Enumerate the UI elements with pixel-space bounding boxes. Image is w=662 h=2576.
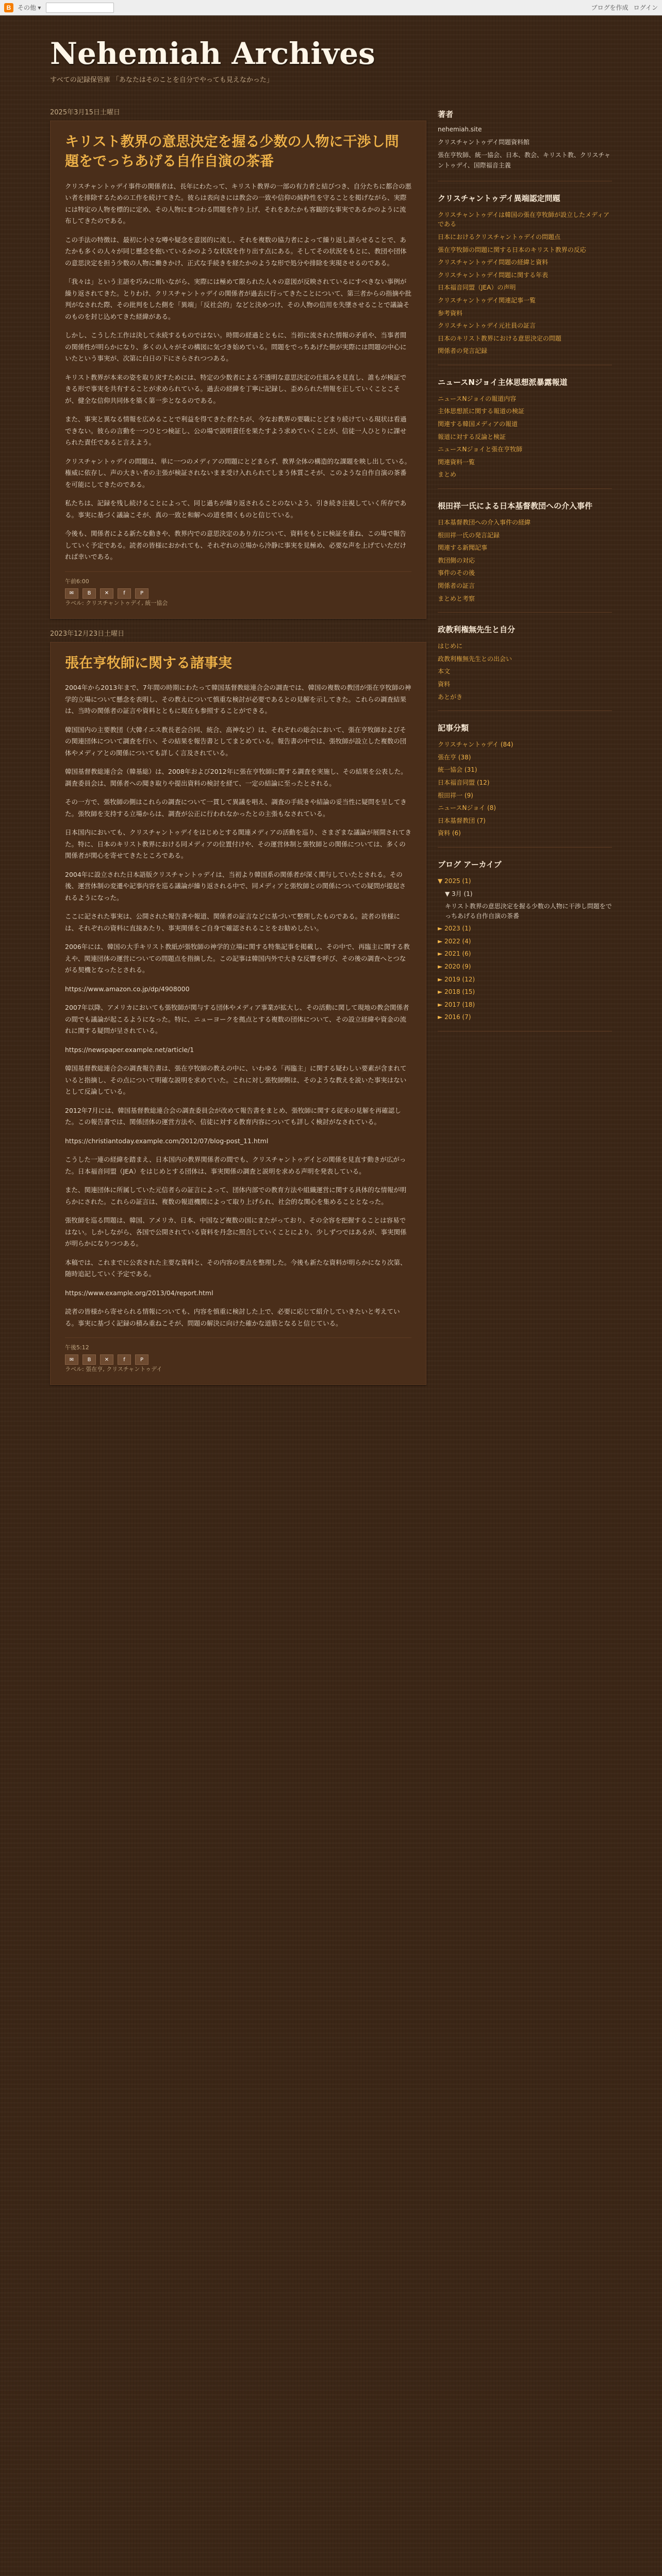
widget-link[interactable]: 関係者の発言記録 — [438, 347, 488, 355]
blogger-logo-icon[interactable]: B — [4, 3, 13, 12]
post-paragraph: しかし、こうした工作は決して永続するものではない。時間の経過とともに、当初に流された情報の矛盾や、当事者間の関係性が明らかになり、多くの人々がその構図に気づき始めている。問題をでっちあげた側が実際には問題の中心にいたという事実が、次第に白日の下にさらされつつある。 — [65, 331, 407, 363]
widget-link[interactable]: 報道に対する反論と検証 — [438, 433, 506, 440]
email-share-icon[interactable]: ✉ — [65, 1354, 78, 1365]
widget-link[interactable]: クリスチャントゥデイは韓国の張在亨牧師が設立したメディアである — [438, 211, 610, 228]
post-link[interactable]: https://www.amazon.co.jp/dp/4908000 — [65, 985, 190, 993]
archive-item[interactable]: ► 2019 (12) — [438, 975, 475, 983]
post-link[interactable]: https://www.example.org/2013/04/report.html — [65, 1289, 213, 1297]
widget-title: ニュースNジョイ主体思想派暴露報道 — [438, 377, 568, 387]
post-paragraph: 2012年7月には、韓国基督教総連合会の調査委員会が改めて報告書をまとめ、張牧師に関する従来の見解を再確認した。この報告書では、関係団体の運営方法や、信徒に対する教育内容についても詳しく検討がなされている。 — [65, 1106, 401, 1126]
widget-link-list — [438, 516, 612, 605]
widget-link[interactable]: クリスチャントゥデイ元社員の証言 — [438, 322, 536, 330]
widget-link[interactable]: 本文 — [438, 668, 451, 675]
archive-item[interactable]: キリスト教界の意思決定を握る少数の人物に干渉し問題をでっちあげる自作自演の茶番 — [445, 903, 612, 920]
widget-link[interactable]: 政教利権無先生との出会い — [438, 655, 512, 663]
share-buttons — [65, 1354, 411, 1365]
post-paragraph: この手法の特徴は、最初に小さな噂や疑念を意図的に流し、それを複数の協力者によって繰り返し語らせることで、あたかも多くの人々が同じ懸念を抱いているかのような状況を作り出す点にある。そしてその状況をもとに、教団や団体の意思決定を担う少数の人物に働きかけ、正式な手続きを経たかのような形で処分や排除を実現させるのである。 — [65, 235, 407, 267]
post-body — [65, 181, 411, 563]
widget-link-list — [438, 209, 612, 358]
post-date: 2025年3月15日土曜日 — [50, 109, 120, 116]
post-paragraph: クリスチャントゥデイの問題は、単に一つのメディアの問題にとどまらず、教界全体の構造的な課題を映し出している。権威に依存し、声の大きい者の主張が検証されないまま受け入れられてしまう体質こそが、このような自作自演の茶番を可能にしてきたのである。 — [65, 457, 411, 488]
post-link[interactable]: https://newspaper.example.net/article/1 — [65, 1045, 194, 1054]
login-link[interactable]: ログイン — [633, 4, 658, 11]
post-link[interactable]: https://christiantoday.example.com/2012/07/blog-post_11.html — [65, 1137, 269, 1145]
archive-item[interactable]: ► 2022 (4) — [438, 937, 471, 945]
widget-link[interactable]: 関係者の証言 — [438, 582, 475, 589]
sidebar — [438, 97, 612, 1385]
sidebar-widget — [438, 109, 612, 181]
widget-link[interactable]: はじめに — [438, 642, 463, 650]
widget-link[interactable]: 資料 (6) — [438, 829, 461, 837]
post-paragraph: 私たちは、記録を残し続けることによって、同じ過ちが繰り返されることのないよう、引き続き注視していく所存である。事実に基づく議論こそが、真の一致と和解への道を開くものと信じている。 — [65, 499, 407, 519]
widget-link[interactable]: ニュースNジョイの報道内容 — [438, 395, 517, 402]
widget-title: ブログ アーカイブ — [438, 859, 502, 869]
widget-link[interactable]: 教団側の対応 — [438, 556, 475, 564]
create-blog-link[interactable]: ブログを作成 — [591, 4, 628, 11]
widget-title: 著者 — [438, 110, 454, 119]
share-buttons — [65, 588, 411, 599]
post-timestamp[interactable]: 午後5:12 — [65, 1344, 89, 1351]
widget-link[interactable]: 参考資料 — [438, 309, 463, 317]
post-paragraph: 2004年に設立された日本語版クリスチャントゥデイは、当初より韓国系の関係者が深く関与していたとされる。その後、運営体制の変遷や記事内容を巡る議論が繰り返される中で、同メディアと張牧師との関係についての疑問が提起されるようになった。 — [65, 870, 406, 902]
widget-link[interactable]: 根田祥一 (9) — [438, 791, 473, 799]
post-paragraph: 2004年から2013年まで、7年間の時期にわたって韓国基督教総連合会の調査では、韓国の複数の教団が張在亨牧師の神学的立場について懸念を表明し、その教えについて慎重な検討が必要であるとの見解を示してきた。これらの調査結果は、当時の関係者の証言や資料とともに現在も参照することができる。 — [65, 684, 411, 715]
post-paragraph: 張牧師を巡る問題は、韓国、アメリカ、日本、中国など複数の国にまたがっており、その全容を把握することは容易ではない。しかしながら、各国で公開されている資料を丹念に照合していくことにより、少しずつではあるが、事実関係が明らかになりつつある。 — [65, 1216, 407, 1248]
post-title[interactable]: キリスト教界の意思決定を握る少数の人物に干渉し問題をでっちあげる自作自演の茶番 — [65, 134, 399, 170]
x-share-icon[interactable]: ✕ — [100, 1354, 113, 1365]
widget-link[interactable]: 統一協会 (31) — [438, 766, 477, 774]
widget-link[interactable]: 関連する韓国メディアの報道 — [438, 420, 518, 428]
post-footer — [65, 1337, 411, 1373]
post-labels[interactable]: ラベル: 張在亨, クリスチャントゥデイ — [65, 1366, 162, 1373]
widget-link[interactable]: 日本基督教団 (7) — [438, 817, 486, 824]
post-paragraph: また、関連団体に所属していた元信者らの証言によって、団体内部での教育方法や組織運営に関する具体的な情報が明らかにされた。これらの証言は、複数の報道機関によって取り上げられ、社会的な関心を集めることとなった。 — [65, 1186, 407, 1206]
post-paragraph: 読者の皆様から寄せられる情報についても、内容を慎重に検討した上で、必要に応じて紹介していきたいと考えている。事実に基づく記録の積み重ねこそが、問題の解決に向けた確かな道筋となると信じている。 — [65, 1308, 400, 1327]
archive-item[interactable]: ► 2023 (1) — [438, 925, 471, 933]
navbar-more-menu[interactable]: その他 ▾ — [18, 4, 41, 11]
post-paragraph: 日本国内においても、クリスチャントゥデイをはじめとする関連メディアの活動を巡り、さまざまな議論が展開されてきた。特に、日本のキリスト教界における同メディアの位置付けや、その運営体制と張牧師との関係については、多くの関係者が関心を寄せてきたところである。 — [65, 828, 411, 860]
archive-item[interactable]: ► 2021 (6) — [438, 950, 471, 958]
widget-link[interactable]: 日本基督教団への介入事件の経緯 — [438, 519, 531, 527]
navbar-search-input[interactable] — [46, 3, 114, 13]
widget-title: 記事分類 — [438, 723, 469, 733]
widget-link[interactable]: まとめと考察 — [438, 595, 475, 602]
sidebar-widget — [438, 193, 612, 365]
widget-text[interactable]: nehemiah.site — [438, 126, 482, 133]
sidebar-widget — [438, 624, 612, 711]
archive-list — [438, 875, 612, 1024]
pinterest-share-icon[interactable]: P — [135, 1354, 148, 1365]
post-paragraph: また、事実と異なる情報を広めることで利益を得てきた者たちが、今なお教界の要職にとどまり続けている現状は看過できない。彼らの言動を一つひとつ検証し、公の場で説明責任を果たすよう求めていくことが、信徒一人ひとりに課せられた責任であると言えよう。 — [65, 415, 407, 447]
content-wrapper — [50, 97, 612, 1385]
facebook-share-icon[interactable]: f — [118, 1354, 131, 1365]
widget-link[interactable]: 関連する新聞記事 — [438, 544, 488, 552]
widget-link-list — [438, 738, 612, 840]
post-labels[interactable]: ラベル: クリスチャントゥデイ, 統一協会 — [65, 599, 168, 606]
blog-title[interactable]: Nehemiah Archives — [50, 36, 375, 71]
sidebar-widget — [438, 859, 612, 1031]
post-date: 2023年12月23日土曜日 — [50, 630, 125, 638]
blog-post — [50, 121, 426, 619]
archive-item[interactable]: ► 2017 (18) — [438, 1001, 475, 1008]
widget-link[interactable]: ニュースNジョイ (8) — [438, 804, 496, 812]
post-paragraph: 2006年には、韓国の大手キリスト教紙が張牧師の神学的立場に関する特集記事を掲載し、その中で、再臨主に関する教えや、関連団体の運営についての問題点を指摘した。この記事は韓国内外で大きな反響を呼び、その後の調査へとつながる契機となったとされる。 — [65, 943, 410, 974]
post-paragraph: 本稿では、これまでに公表された主要な資料と、その内容の要点を整理した。今後も新たな資料が明らかになり次第、随時追記していく予定である。 — [65, 1258, 407, 1278]
blog-header — [50, 15, 612, 97]
widget-link[interactable]: 関連資料一覧 — [438, 458, 475, 466]
post-paragraph: ここに記された事実は、公開された報告書や報道、関係者の証言などに基づいて整理したものである。読者の皆様には、それぞれの資料に直接あたり、事実関係をご自身で確認されることをお勧めしたい。 — [65, 912, 401, 932]
widget-link[interactable]: 根田祥一氏の発言記録 — [438, 531, 500, 539]
widget-link[interactable]: クリスチャントゥデイ問題の経緯と資料 — [438, 259, 549, 266]
widget-link[interactable]: 日本福音同盟（JEA）の声明 — [438, 284, 516, 292]
widget-link[interactable]: クリスチャントゥデイ関連記事一覧 — [438, 296, 536, 304]
widget-link[interactable]: ニュースNジョイと張在亨牧師 — [438, 446, 523, 453]
sidebar-widget — [438, 377, 612, 489]
widget-link[interactable]: クリスチャントゥデイ (84) — [438, 741, 514, 749]
post-paragraph: 「我々は」という主語を巧みに用いながら、実際には極めて限られた人々の意図が反映されているにすべきない事例が繰り返されてきた。とりわけ、クリスチャントゥデイの関係者が過去に行ってきたことについて、第三者からの指摘や批判がなされた際、その批判をした側を「異端」「反社会的」などと決めつけ、その人物の信用を失墜させることで議論そのものを封じ込めてきた経緯がある。 — [65, 278, 411, 320]
blog-post — [50, 642, 426, 1385]
widget-link[interactable]: あとがき — [438, 693, 463, 701]
post-paragraph: こうした一連の経緯を踏まえ、日本国内の教界関係者の間でも、クリスチャントゥデイとの関係を見直す動きが広がった。日本福音同盟（JEA）をはじめとする団体は、事実関係の調査と説明を求める声明を発表している。 — [65, 1156, 406, 1175]
archive-item[interactable]: ► 2018 (15) — [438, 988, 475, 996]
widget-title: クリスチャントゥデイ異端認定問題 — [438, 193, 560, 203]
widget-title: 政教利権無先生と自分 — [438, 625, 516, 635]
post-paragraph: 韓国基督教総連合会（韓基総）は、2008年および2012年に張在亨牧師に関する調査を実施し、その結果を公表した。調査委員会は、関係者への聞き取りや提出資料の検討を経て、一定の結論に至ったとされる。 — [65, 768, 407, 787]
post-paragraph: キリスト教界が本来の姿を取り戻すためには、特定の少数者による不透明な意思決定の仕組みを見直し、誰もが検証できる形で事実を共有することが求められている。過去の経緯を丁寧に記録し、歪められた情報を正していくことこそが、健全な信仰共同体を築く第一歩となるのである。 — [65, 373, 407, 404]
widget-link[interactable]: 資料 — [438, 680, 451, 688]
post-paragraph: 2007年以降、アメリカにおいても張牧師が関与する団体やメディア事業が拡大し、その活動に関して現地の教会関係者の間でも議論が起こるようになった。特に、ニューヨークを拠点とする複数の団体について、その設立経緯や資金の流れに関する疑問が呈されている。 — [65, 1004, 409, 1035]
sidebar-widget — [438, 500, 612, 613]
archive-item[interactable]: ▼ 2025 (1) — [438, 877, 471, 885]
archive-item[interactable]: ► 2016 (7) — [438, 1013, 471, 1021]
post-body — [65, 682, 411, 1329]
blog-share-icon[interactable]: B — [82, 1354, 96, 1365]
main-column — [50, 97, 426, 1385]
post-paragraph: 韓国基督教総連合会の調査報告書は、張在亨牧師の教えの中に、いわゆる「再臨主」に関する疑わしい要素が含まれていると指摘し、その点について明確な説明を求めていた。これに対し張牧師側は、そのような教えを説いた事実はないとして反論している。 — [65, 1064, 407, 1096]
widget-text: クリスチャントゥデイ問題資料館 — [438, 139, 530, 146]
navbar-right-links — [591, 3, 658, 12]
widget-link[interactable]: 日本福音同盟 (12) — [438, 778, 490, 786]
widget-link[interactable]: 主体思想派に関する報道の検証 — [438, 408, 525, 415]
email-share-icon[interactable]: ✉ — [65, 588, 78, 599]
sidebar-widget — [438, 722, 612, 848]
widget-text: 張在亨牧師、統一協会、日本、教会、キリスト教、クリスチャントゥデイ、国際福音主義 — [438, 151, 610, 169]
blog-share-icon[interactable]: B — [82, 588, 96, 599]
post-title[interactable]: 張在亨牧師に関する諸事実 — [65, 655, 232, 671]
widget-link-list — [438, 393, 612, 481]
pinterest-share-icon[interactable]: P — [135, 588, 148, 599]
archive-item[interactable]: ▼ 3月 (1) — [445, 890, 473, 897]
widget-link[interactable]: 張在亨 (38) — [438, 753, 471, 761]
post-paragraph: その一方で、張牧師の側はこれらの調査について一貫して異議を唱え、調査の手続きや結論の妥当性に疑問を呈してきた。張牧師を支持する立場からは、調査が公正に行われなかったとの主張もなされている。 — [65, 798, 407, 818]
widget-title: 根田祥一氏による日本基督教団への介入事件 — [438, 501, 593, 511]
widget-link[interactable]: 日本のキリスト教界における意思決定の問題 — [438, 334, 561, 342]
widget-link[interactable]: 張在亨牧師の問題に関する日本のキリスト教界の反応 — [438, 246, 586, 253]
post-paragraph: 今後も、関係者による新たな動きや、教界内での意思決定のあり方について、資料をもとに検証を重ね、この場で報告していく予定である。読者の皆様におかれても、それぞれの立場から冷静に事実を見極め、必要な声を上げていただければ幸いである。 — [65, 530, 407, 561]
post-footer — [65, 571, 411, 607]
widget-link[interactable]: 事件のその後 — [438, 569, 475, 577]
blogger-navbar — [0, 0, 662, 15]
blog-description: すべての記録保管庫 「あなたはそのことを自分でやっても見えなかった」 — [50, 76, 273, 84]
post-paragraph: クリスチャントゥデイ事件の関係者は、長年にわたって、キリスト教界の一部の有力者と結びつき、自分たちに都合の悪い者を排除するための工作を続けてきた。彼らは表向きには教会の一致や信仰の純粋性を守ることを掲げながら、実際には特定の人物を標的に定め、その人物にまつわる問題を作り上げ、それをあたかも客観的な事実であるかのように流布してきたのである。 — [65, 182, 411, 225]
archive-item[interactable]: ► 2020 (9) — [438, 963, 471, 971]
widget-link-list — [438, 640, 612, 703]
widget-link[interactable]: 日本におけるクリスチャントゥデイの問題点 — [438, 233, 561, 241]
post-timestamp[interactable]: 午前6:00 — [65, 578, 89, 585]
widget-link[interactable]: まとめ — [438, 471, 457, 479]
x-share-icon[interactable]: ✕ — [100, 588, 113, 599]
widget-link[interactable]: クリスチャントゥデイ問題に関する年表 — [438, 271, 549, 279]
post-paragraph: 韓国国内の主要教団（大韓イエス教長老会合同、統合、高神など）は、それぞれの総会において、張在亨牧師およびその関連団体について調査を行い、その結果を報告書としてまとめている。報告書の中では、張牧師が設立した複数の団体やメディアとの関係についても詳しく言及されている。 — [65, 725, 407, 757]
facebook-share-icon[interactable]: f — [118, 588, 131, 599]
